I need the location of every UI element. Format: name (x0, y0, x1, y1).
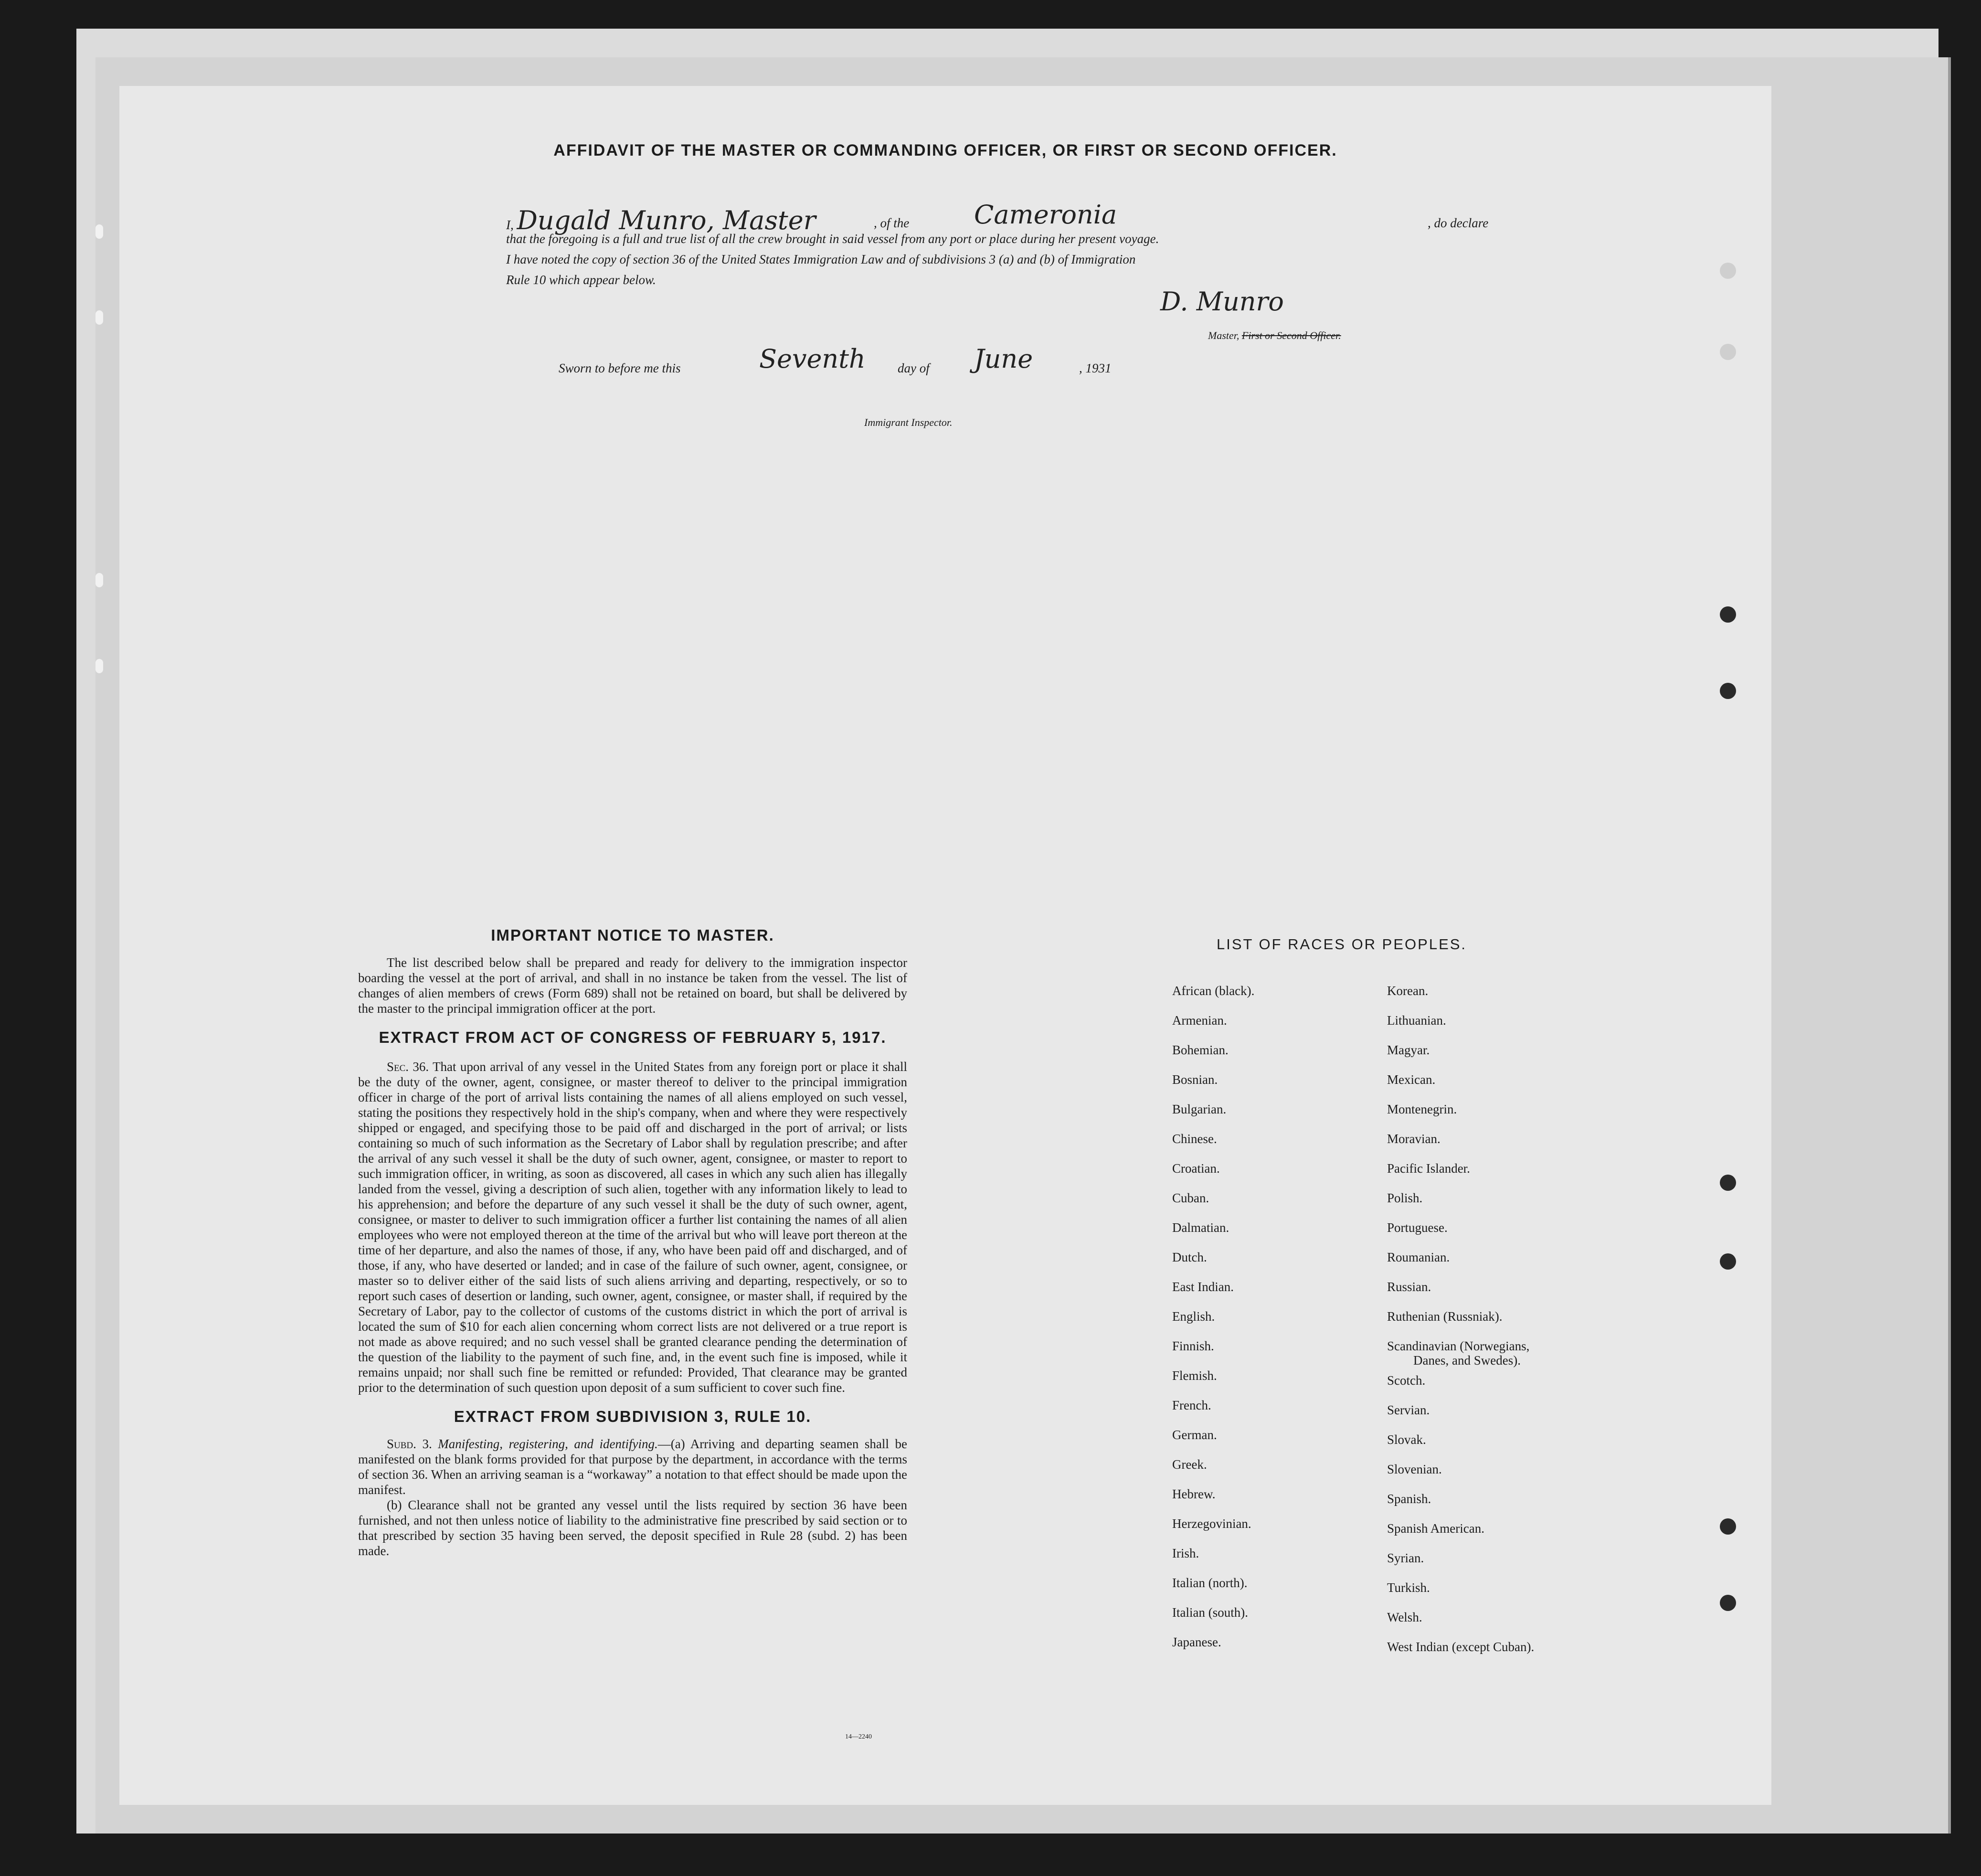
race-item: Finnish. (1172, 1339, 1214, 1353)
punch-hole (1720, 263, 1736, 279)
race-item: Croatian. (1172, 1161, 1220, 1176)
race-item: Dalmatian. (1172, 1220, 1229, 1235)
race-scandinavian-cont: Danes, and Swedes). (1413, 1353, 1521, 1367)
punch-hole (1720, 1518, 1736, 1535)
race-item: Bosnian. (1172, 1072, 1218, 1087)
race-item: Herzegovinian. (1172, 1516, 1251, 1531)
rule-para-b: (b) Clearance shall not be granted any vessel until the lists required by section 36 have been furnished, and not then unless notice of liability to the administrative fine prescribed by said section or to that prescribed by section 35 having been served, the deposit specified in Rule 28 (subd. 2) has been made. (358, 1498, 907, 1558)
sworn-day: Seventh (759, 344, 866, 374)
race-item: Servian. (1387, 1403, 1430, 1417)
role-struck: First or Second Officer. (1241, 329, 1341, 341)
declaration-line-2: that the foregoing is a full and true list of all the crew brought in said vessel from any port or place during her present voyage. (506, 232, 1159, 246)
declaration-line-3: I have noted the copy of section 36 of the United States Immigration Law and of subdivisions 3 (a) and (b) of Immigration (506, 252, 1136, 266)
race-item: Syrian. (1387, 1551, 1424, 1565)
race-item: Turkish. (1387, 1580, 1430, 1595)
race-item: French. (1172, 1398, 1211, 1412)
race-item: Bohemian. (1172, 1043, 1229, 1057)
sworn-year (1079, 361, 1112, 376)
race-item: English. (1172, 1309, 1215, 1324)
signature-role (1208, 329, 1341, 342)
master-name: Dugald Munro, Master (517, 205, 816, 235)
punch-hole (1720, 344, 1736, 360)
sworn-line (559, 344, 1323, 382)
affidavit-title: AFFIDAVIT OF THE MASTER OR COMMANDING OFFICER, OR FIRST OR SECOND OFFICER. (553, 141, 1337, 159)
binder-hole (95, 573, 103, 587)
punch-hole (1720, 606, 1736, 623)
inspector-label: Immigrant Inspector. (864, 416, 953, 428)
race-item: African (black). (1172, 984, 1255, 998)
race-item: Bulgarian. (1172, 1102, 1227, 1116)
race-item: Italian (north). (1172, 1576, 1248, 1590)
race-item: Scotch. (1387, 1373, 1426, 1388)
binder-hole (95, 310, 103, 325)
race-item: Montenegrin. (1387, 1102, 1457, 1116)
sec-body: That upon arrival of any vessel in the United States from any foreign port or place it shall be the duty of the owner, agent, consignee, or master thereof to deliver to the principal immigration officer in charge of the port of arrival lists containing the names of all aliens employed on such vessel, stating the positions they respectively hold in the ship's company, when and where they were respectively shipped or engaged, and specifying those to be paid off and discharged in the port of arrival; or lists containing so much of such information as the Secretary of Labor shall by regulation prescribe; and after the arrival of any such vessel it shall be the duty of such owner, agent, consignee, or master to report to such immigration officer, in writing, as soon as discovered, all cases in which any such alien has illegally landed from the vessel, giving a description of such alien, together with any information likely to lead to his apprehension; and before the departure of any such vessel it shall be the duty of such owner, agent, consignee, or master to deliver to such immigration officer a further list containing the names of all alien employees who were not employed thereon at the time of the arrival but who will leave port thereon at the time of her departure, and also the names of those, if any, who have been paid off and discharged, and of those, if any, who have deserted or landed; and in case of the failure of such owner, agent, consignee, or master so to deliver either of the said lists of such aliens arriving and departing, respectively, or so to report such cases of desertion or landing, such owner, agent, consignee, or master shall, if required by the Secretary of Labor, pay to the collector of customs of the customs district in which the port of arrival is located the sum of $10 for each alien concerning whom correct lists are not delivered or a true report is not made as above required; and no such vessel shall be granted clearance pending the determination of the question of the liability to the payment of such fine, and, in the event such fine is imposed, while it remains unpaid; nor shall such fine be remitted or refunded: Provided, That clearance may be granted prior to the determination of such question upon deposit of a sum sufficient to cover such fine. (358, 1060, 908, 1395)
punch-hole (1720, 1253, 1736, 1270)
role-master: Master, (1208, 329, 1239, 341)
races-title: LIST OF RACES OR PEOPLES. (1216, 936, 1467, 953)
race-item: Armenian. (1172, 1013, 1227, 1028)
race-item: Slovak. (1387, 1432, 1426, 1447)
race-item: East Indian. (1172, 1280, 1234, 1294)
race-item: Moravian. (1387, 1132, 1441, 1146)
race-item: Greek. (1172, 1457, 1207, 1472)
binder-hole (95, 659, 103, 673)
race-item: Hebrew. (1172, 1487, 1216, 1501)
year-prefix: , 193 (1079, 361, 1105, 375)
race-item: Polish. (1387, 1191, 1423, 1205)
race-item: Cuban. (1172, 1191, 1209, 1205)
race-item: Flemish. (1172, 1368, 1217, 1383)
race-item: Spanish. (1387, 1492, 1431, 1506)
race-item: Ruthenian (Russniak). (1387, 1309, 1503, 1324)
day-of-label: day of (898, 361, 930, 375)
rule-para-a (358, 1436, 907, 1497)
punch-hole (1720, 1595, 1736, 1611)
punch-hole (1720, 683, 1736, 699)
race-item: German. (1172, 1428, 1217, 1442)
race-item: Scandinavian (Norwegians, (1387, 1339, 1530, 1353)
binder-hole (95, 224, 103, 239)
i-label: I, (506, 218, 514, 232)
subd-label: Subd. 3. (387, 1437, 432, 1451)
race-item: Dutch. (1172, 1250, 1207, 1264)
form-number: 14—2240 (845, 1733, 872, 1740)
sec-label: Sec. 36. (387, 1060, 429, 1074)
race-item: Russian. (1387, 1280, 1431, 1294)
race-item: Slovenian. (1387, 1462, 1442, 1476)
master-signature: D. Munro (1160, 286, 1284, 317)
race-item: Magyar. (1387, 1043, 1430, 1057)
extract-rule-title: EXTRACT FROM SUBDIVISION 3, RULE 10. (454, 1408, 812, 1425)
sworn-label: Sworn to before me this (559, 361, 681, 375)
notice-section (358, 926, 907, 1558)
do-declare-label: , do declare (1428, 216, 1489, 230)
year-suffix: 1 (1105, 361, 1112, 375)
rule-a-text: —(a) Arriving and departing seamen shall be manifested on the blank forms provided for that purpose by the department, in accordance with the terms of section 36. When an arriving seaman is a “workaway” a notation to that effect should be made upon the manifest. (358, 1437, 907, 1497)
race-item: Chinese. (1172, 1132, 1217, 1146)
notice-body: The list described below shall be prepared and ready for delivery to the immigration inspector boarding the vessel at the port of arrival, and shall in no instance be taken from the vessel. The list of changes of alien members of crews (Form 689) shall not be retained on board, but shall be delivered by the master to the principal immigration officer at the port. (358, 955, 907, 1016)
race-item: Pacific Islander. (1387, 1161, 1470, 1176)
race-item: Spanish American. (1387, 1521, 1484, 1536)
declaration-line-4: Rule 10 which appear below. (506, 273, 656, 287)
race-item: Portuguese. (1387, 1220, 1448, 1235)
race-item: Welsh. (1387, 1610, 1422, 1624)
race-item: Italian (south). (1172, 1605, 1248, 1620)
race-item: Japanese. (1172, 1635, 1221, 1649)
subd-heading: Manifesting, registering, and identifying. (438, 1437, 658, 1451)
affidavit-page (119, 86, 1771, 1805)
vessel-name: Cameronia (974, 200, 1117, 230)
of-the-label: , of the (874, 216, 910, 230)
declaration-line-1 (506, 200, 1547, 235)
race-item: Lithuanian. (1387, 1013, 1446, 1028)
race-item: Irish. (1172, 1546, 1199, 1560)
race-item: Mexican. (1387, 1072, 1436, 1087)
race-item: Roumanian. (1387, 1250, 1450, 1264)
punch-hole (1720, 1175, 1736, 1191)
race-item: Korean. (1387, 984, 1429, 998)
extract-act-body (358, 1059, 907, 1395)
sworn-month: June (974, 344, 1033, 374)
race-item: West Indian (except Cuban). (1387, 1640, 1535, 1654)
notice-title: IMPORTANT NOTICE TO MASTER. (491, 926, 774, 944)
extract-act-title: EXTRACT FROM ACT OF CONGRESS OF FEBRUARY 5, 1917. (379, 1028, 887, 1046)
